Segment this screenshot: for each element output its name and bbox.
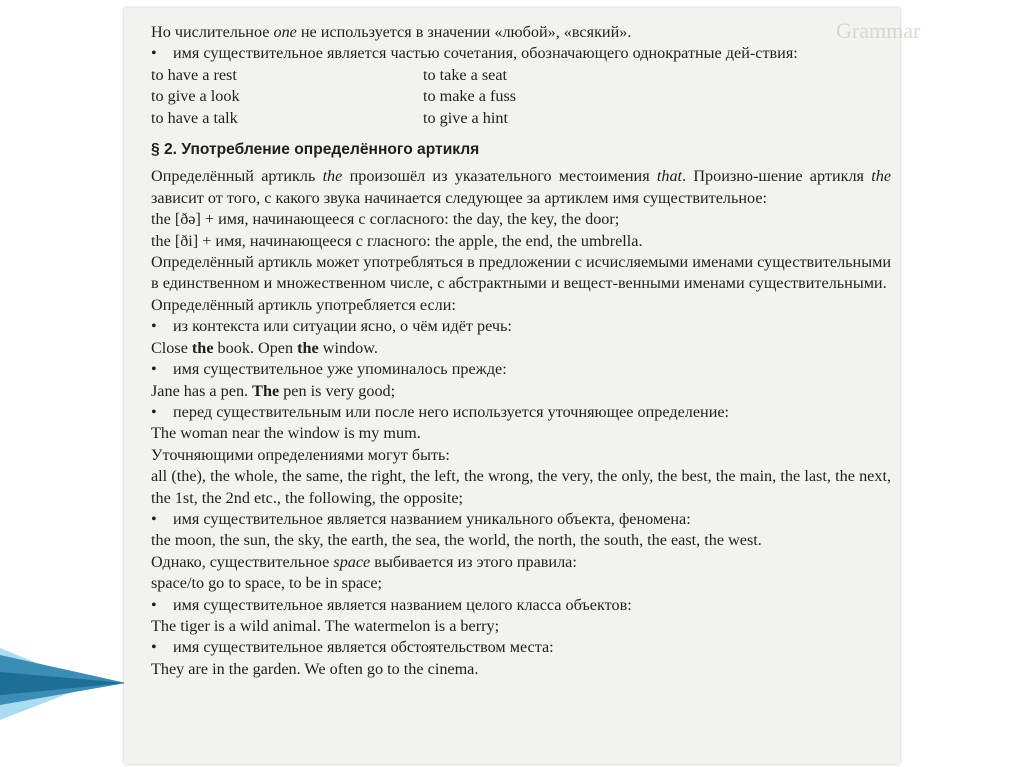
example-line: the moon, the sun, the sky, the earth, the sea, the world, the north, the south, the east, the west. xyxy=(151,531,762,550)
bullet-item: • перед существительным или после него используется уточняющее определение: xyxy=(151,402,730,421)
arrow-edge-shape xyxy=(0,672,126,695)
paragraph: Определённый артикль может употребляться в предложении с исчисляемыми именами существительными в единственном и множественном числе, с абстрактными и вещест-венными именами существительными. xyxy=(151,253,891,293)
example-line: The tiger is a wild animal. The watermelon is a berry; xyxy=(151,616,500,635)
example-line: The woman near the window is my mum. xyxy=(151,424,421,443)
bullet-item: • имя существительное является обстоятельством места: xyxy=(151,638,554,657)
text-line: Определённый артикль употребляется если: xyxy=(151,295,456,314)
arrow-dark-shape xyxy=(0,655,126,705)
phrase-pair-row: to have a talk to give a hint xyxy=(151,108,508,127)
text-line: Но числительное one не используется в значении «любой», «всякий». xyxy=(151,23,632,41)
scanned-page xyxy=(124,8,921,764)
bullet-item: • имя существительное является частью сочетания, обозначающего однократные дей-ствия: xyxy=(151,44,798,63)
phrase-pair-row: to have a rest to take a seat xyxy=(151,65,508,84)
page-text xyxy=(151,22,891,680)
bleed-through-text: Grammar xyxy=(836,18,921,43)
text-line: the [ði] + имя, начинающееся с гласного: the apple, the end, the umbrella. xyxy=(151,231,643,250)
paragraph: Определённый артикль the произошёл из указательного местоимения that. Произно-шение артикля the зависит от того, с какого звука начинается следующее за артиклем имя существительное: xyxy=(151,167,892,207)
text-line: the [ðə] + имя, начинающееся с согласного: the day, the key, the door; xyxy=(151,210,620,229)
section-heading: § 2. Употребление определённого артикля xyxy=(151,141,480,159)
paragraph: all (the), the whole, the same, the right, the left, the wrong, the very, the only, the best, the main, the last, the next, the 1st, the 2nd etc., the following, the opposite; xyxy=(151,467,891,507)
bullet-item: • имя существительное является названием уникального объекта, феномена: xyxy=(151,509,691,528)
bullet-item: • имя существительное является названием целого класса объектов: xyxy=(151,595,632,614)
phrase-pair-row: to give a look to make a fuss xyxy=(151,87,517,106)
example-line: They are in the garden. We often go to the cinema. xyxy=(151,659,479,678)
arrow-light-shape xyxy=(0,648,90,720)
bullet-item: • из контекста или ситуации ясно, о чём идёт речь: xyxy=(151,317,512,336)
text-line: Уточняющими определениями могут быть: xyxy=(151,445,450,464)
example-line: Jane has a pen. The pen is very good; xyxy=(151,381,396,400)
bullet-item: • имя существительное уже упоминалось прежде: xyxy=(151,360,507,379)
example-line: space/to go to space, to be in space; xyxy=(151,574,383,593)
example-line: Close the book. Open the window. xyxy=(151,338,378,357)
text-line: Однако, существительное space выбивается из этого правила: xyxy=(151,552,577,571)
